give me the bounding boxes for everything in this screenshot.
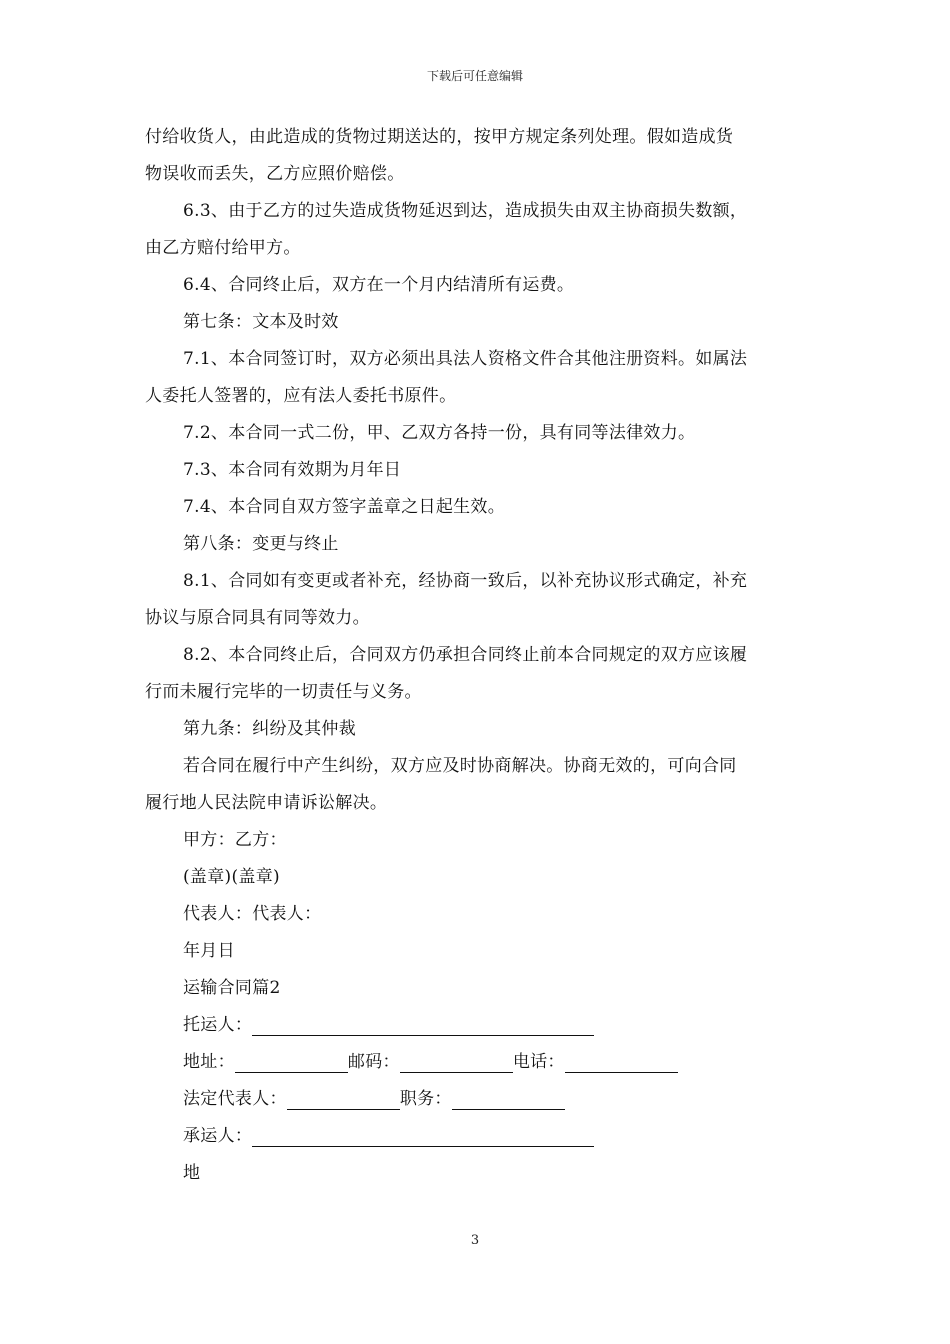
clause-6-3: 6.3、由于乙方的过失造成货物延迟到达，造成损失由双主协商损失数额，	[183, 201, 748, 221]
clause-8-1: 8.1、合同如有变更或者补充，经协商一致后，以补充协议形式确定，补充	[183, 571, 748, 591]
legal-rep-blank	[287, 1087, 400, 1110]
position-label: 职务：	[399, 1089, 452, 1109]
party-line: 甲方：乙方：	[183, 830, 287, 850]
representative-line: 代表人：代表人：	[183, 904, 322, 924]
legal-rep-row	[145, 1081, 810, 1118]
clause-7-2: 7.2、本合同一式二份，甲、乙双方各持一份，具有同等法律效力。	[183, 423, 696, 443]
clause-8-2: 8.2、本合同终止后，合同双方仍承担合同终止前本合同规定的双方应该履	[183, 645, 748, 665]
article-8-heading: 第八条：变更与终止	[183, 534, 339, 554]
carrier-blank	[252, 1124, 594, 1147]
section-title: 运输合同篇2	[183, 978, 281, 998]
phone-blank	[565, 1050, 678, 1073]
clause-7-3: 7.3、本合同有效期为月年日	[183, 460, 402, 480]
paragraph-line: 人委托人签署的，应有法人委托书原件。	[145, 386, 457, 406]
page-header: 下载后可任意编辑	[426, 69, 523, 83]
address-partial-line: 地	[183, 1163, 201, 1183]
date-line: 年月日	[183, 941, 235, 961]
article-9-heading: 第九条：纠纷及其仲裁	[183, 719, 356, 739]
paragraph-line: 协议与原合同具有同等效力。	[145, 608, 370, 628]
seal-line: (盖章)(盖章)	[183, 867, 280, 887]
paragraph-line: 付给收货人，由此造成的货物过期送达的，按甲方规定条列处理。假如造成货	[145, 127, 734, 147]
carrier-row	[145, 1118, 810, 1155]
shipper-blank	[252, 1013, 594, 1036]
paragraph-line: 履行地人民法院申请诉讼解决。	[145, 793, 388, 813]
clause-7-1: 7.1、本合同签订时，双方必须出具法人资格文件合其他注册资料。如属法	[183, 349, 748, 369]
legal-rep-label: 法定代表人：	[183, 1089, 287, 1109]
document-body	[145, 119, 810, 1192]
position-blank	[452, 1087, 565, 1110]
carrier-label: 承运人：	[183, 1126, 253, 1146]
dispute-clause: 若合同在履行中产生纠纷，双方应及时协商解决。协商无效的，可向合同	[183, 756, 737, 776]
address-blank	[235, 1050, 348, 1073]
address-row	[145, 1044, 810, 1081]
address-label: 地址：	[183, 1052, 235, 1072]
shipper-label: 托运人：	[183, 1015, 253, 1035]
article-7-heading: 第七条：文本及时效	[183, 312, 339, 332]
postcode-label: 邮码：	[347, 1052, 400, 1072]
postcode-blank	[400, 1050, 513, 1073]
paragraph-line: 行而未履行完毕的一切责任与义务。	[145, 682, 422, 702]
clause-7-4: 7.4、本合同自双方签字盖章之日起生效。	[183, 497, 506, 517]
clause-6-4: 6.4、合同终止后，双方在一个月内结清所有运费。	[183, 275, 575, 295]
paragraph-line: 由乙方赔付给甲方。	[145, 238, 301, 258]
phone-label: 电话：	[512, 1052, 565, 1072]
paragraph-line: 物误收而丢失，乙方应照价赔偿。	[145, 164, 405, 184]
shipper-row	[145, 1007, 810, 1044]
page-number: 3	[470, 1233, 480, 1248]
